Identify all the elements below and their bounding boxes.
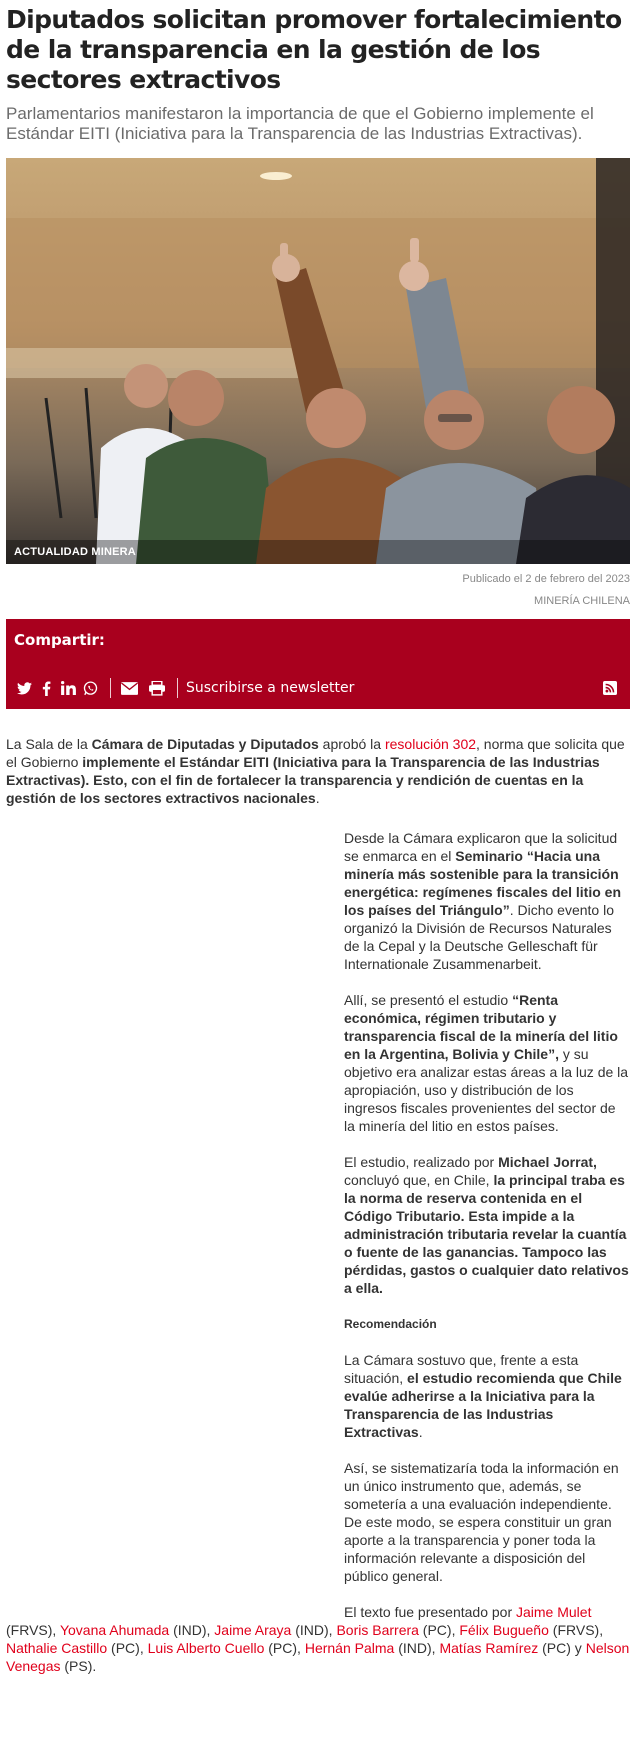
- share-label: Compartir:: [14, 631, 105, 649]
- paragraph: Desde la Cámara explicaron que la solicitud se enmarca en el Seminario “Hacia una minería más sostenible para la transición energética: regímenes fiscales del litio en los países del Triángulo”. Dicho evento lo organizó la División de Recursos Naturales de la Cepal y la Deutsche Gelleschaft für Internationale Zusammenarbeit.: [344, 830, 621, 972]
- email-icon[interactable]: [119, 678, 139, 698]
- author-party: (IND),: [394, 1640, 440, 1656]
- author-party: (FRVS),: [6, 1622, 60, 1638]
- author-party: (PC),: [107, 1640, 148, 1656]
- author-party: (PC),: [418, 1622, 460, 1638]
- paragraph: Allí, se presentó el estudio “Renta económica, régimen tributario y transparencia fiscal de la minería del litio en la Argentina, Bolivia y Chile”, y su objetivo era analizar estas áreas a la luz de la apropiación, uso y distribución de los ingresos fiscales provenientes del sector de la minería del litio en estos países.: [344, 992, 629, 1134]
- author-party: (PC) y: [538, 1640, 586, 1656]
- article-subtitle: Parlamentarios manifestaron la importancia de que el Gobierno implemente el Estándar EITI (Iniciativa para la Transparencia de las Industrias Extractivas).: [6, 104, 594, 143]
- author-party: (PC),: [264, 1640, 305, 1656]
- publish-date: Publicado el 2 de febrero del 2023: [462, 573, 630, 585]
- author-party: (PS).: [60, 1658, 97, 1674]
- share-divider: [177, 678, 178, 698]
- author-link[interactable]: Jaime Mulet: [516, 1604, 592, 1620]
- twitter-icon[interactable]: [14, 678, 34, 698]
- linkedin-icon[interactable]: [58, 678, 78, 698]
- facebook-icon[interactable]: [36, 678, 56, 698]
- author-link[interactable]: Matías Ramírez: [439, 1640, 539, 1656]
- author-link[interactable]: Nathalie Castillo: [6, 1640, 108, 1656]
- paragraph: El estudio, realizado por Michael Jorrat, concluyó que, en Chile, la principal traba es la norma de reserva contenida en el Código Tributario. Esta impide a la administración tributaria revelar la cuantía o fuente de las ganancias. Tampoco las pérdidas, gastos o cualquier dato relativos a ella.: [344, 1154, 629, 1296]
- hero-image: [6, 158, 630, 564]
- article-body: [344, 829, 630, 1585]
- author-link[interactable]: Jaime Araya: [214, 1622, 292, 1638]
- article-lead: La Sala de la Cámara de Diputadas y Diputados aprobó la resolución 302, norma que solicita que el Gobierno implemente el Estándar EITI (Iniciativa para la Transparencia de las Industrias Extractivas). Esto, con el fin de fortalecer la transparencia y rendición de cuentas en la gestión de los sectores extractivos nacionales.: [6, 736, 625, 806]
- share-divider: [110, 678, 111, 698]
- author-link[interactable]: Nelson Venegas: [6, 1640, 630, 1674]
- author-party: (IND),: [169, 1622, 215, 1638]
- article-meta: [6, 572, 630, 608]
- share-bar: [6, 619, 630, 709]
- print-icon[interactable]: [147, 678, 167, 698]
- hero-photo-illustration: [6, 158, 630, 564]
- hero-caption: ACTUALIDAD MINERA: [6, 540, 630, 564]
- article-title: Diputados solicitan promover fortalecimiento de la transparencia en la gestión de los sectores extractivos: [6, 5, 622, 94]
- author-link[interactable]: Félix Bugueño: [459, 1622, 549, 1638]
- resolution-link[interactable]: resolución 302: [384, 736, 477, 752]
- paragraph: Así, se sistematizaría toda la información en un único instrumento que, además, se sometería a una evaluación independiente. De este modo, se espera constituir un gran aporte a la transparencia y poner toda la información relevante a disposición del público general.: [344, 1460, 619, 1584]
- author-link[interactable]: Yovana Ahumada: [59, 1622, 170, 1638]
- author-link[interactable]: Luis Alberto Cuello: [147, 1640, 265, 1656]
- section-heading: Recomendación: [344, 1317, 437, 1331]
- author-party: (IND),: [291, 1622, 337, 1638]
- author-party: (FRVS),: [548, 1622, 604, 1638]
- article-source: MINERÍA CHILENA: [534, 595, 630, 607]
- author-link[interactable]: Hernán Palma: [304, 1640, 395, 1656]
- authors-credits: El texto fue presentado por Jaime Mulet (FRVS), Yovana Ahumada (IND), Jaime Araya (IND), Boris Barrera (PC), Félix Bugueño (FRVS), Nathalie Castillo (PC), Luis Alberto Cuello (PC), Hernán Palma (IND), Matías Ramírez (PC) y Nelson Venegas (PS).: [6, 1604, 630, 1674]
- author-link[interactable]: Boris Barrera: [336, 1622, 419, 1638]
- paragraph: La Cámara sostuvo que, frente a esta situación, el estudio recomienda que Chile evalúe adherirse a la Iniciativa para la Transparencia de las Industrias Extractivas.: [344, 1352, 622, 1440]
- rss-icon[interactable]: [600, 678, 620, 698]
- share-tools: [14, 677, 622, 699]
- whatsapp-icon[interactable]: [80, 678, 100, 698]
- author-list: [6, 1604, 629, 1674]
- newsletter-link[interactable]: Suscribirse a newsletter: [186, 680, 355, 696]
